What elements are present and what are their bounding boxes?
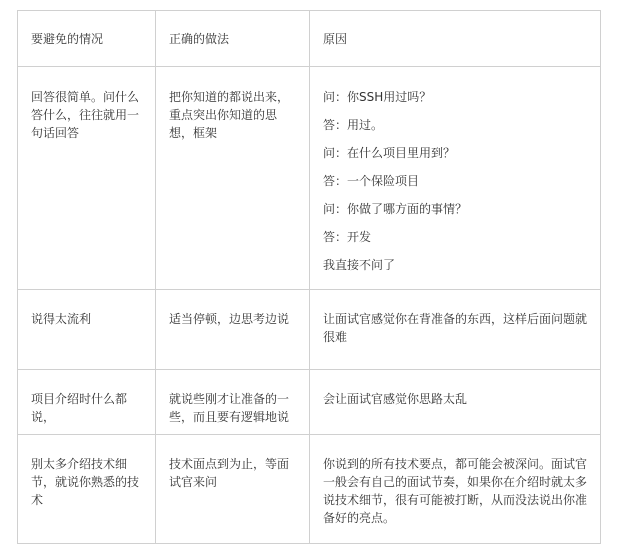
header-situation: 要避免的情况	[31, 32, 104, 46]
interview-tips-table	[17, 10, 601, 544]
dialogue-line: 答：用过。	[323, 118, 384, 132]
approach-text: 技术面点到为止，等面试官来问	[169, 457, 290, 489]
dialogue-line: 问：你SSH用过吗？	[323, 90, 432, 104]
table-header-row	[18, 11, 601, 67]
table-cell	[18, 435, 156, 544]
table-cell	[156, 435, 310, 544]
table-cell	[310, 370, 601, 435]
header-cell	[310, 11, 601, 67]
table-cell	[310, 67, 601, 290]
table-cell	[156, 370, 310, 435]
situation-text: 回答很简单。问什么答什么，往往就用一句话回答	[31, 90, 140, 140]
table-cell	[156, 67, 310, 290]
situation-text: 项目介绍时什么都说，	[31, 392, 128, 424]
table-row	[18, 67, 601, 290]
table-cell	[310, 435, 601, 544]
reason-dialogue	[310, 67, 600, 274]
table-cell	[18, 290, 156, 370]
table-row	[18, 435, 601, 544]
header-approach: 正确的做法	[169, 32, 230, 46]
dialogue-line: 问：你做了哪方面的事情？	[323, 202, 468, 216]
table-row	[18, 370, 601, 435]
reason-text: 你说到的所有技术要点，都可能会被深问。面试官一般会有自己的面试节奏，如果你在介绍时就太多说技术细节，很有可能被打断，从而没法说出你准备好的亮点。	[323, 457, 588, 525]
situation-text: 说得太流利	[31, 312, 92, 326]
reason-text: 会让面试官感觉你思路太乱	[323, 392, 468, 406]
header-cell	[18, 11, 156, 67]
header-reason: 原因	[323, 32, 348, 46]
header-cell	[156, 11, 310, 67]
table-cell	[156, 290, 310, 370]
approach-text: 把你知道的都说出来，重点突出你知道的思想，框架	[169, 90, 290, 140]
situation-text: 别太多介绍技术细节，就说你熟悉的技术	[31, 457, 140, 507]
dialogue-line: 我直接不问了	[323, 258, 396, 272]
dialogue-line: 答：一个保险项目	[323, 174, 420, 188]
dialogue-line: 问：在什么项目里用到？	[323, 146, 456, 160]
table-cell	[18, 370, 156, 435]
approach-text: 适当停顿，边思考边说	[169, 312, 290, 326]
dialogue-line: 答：开发	[323, 230, 372, 244]
table-row	[18, 290, 601, 370]
table-cell	[18, 67, 156, 290]
approach-text: 就说些刚才让准备的一些，而且要有逻辑地说	[169, 392, 290, 424]
table-cell	[310, 290, 601, 370]
reason-text: 让面试官感觉你在背准备的东西，这样后面问题就很难	[323, 312, 588, 344]
